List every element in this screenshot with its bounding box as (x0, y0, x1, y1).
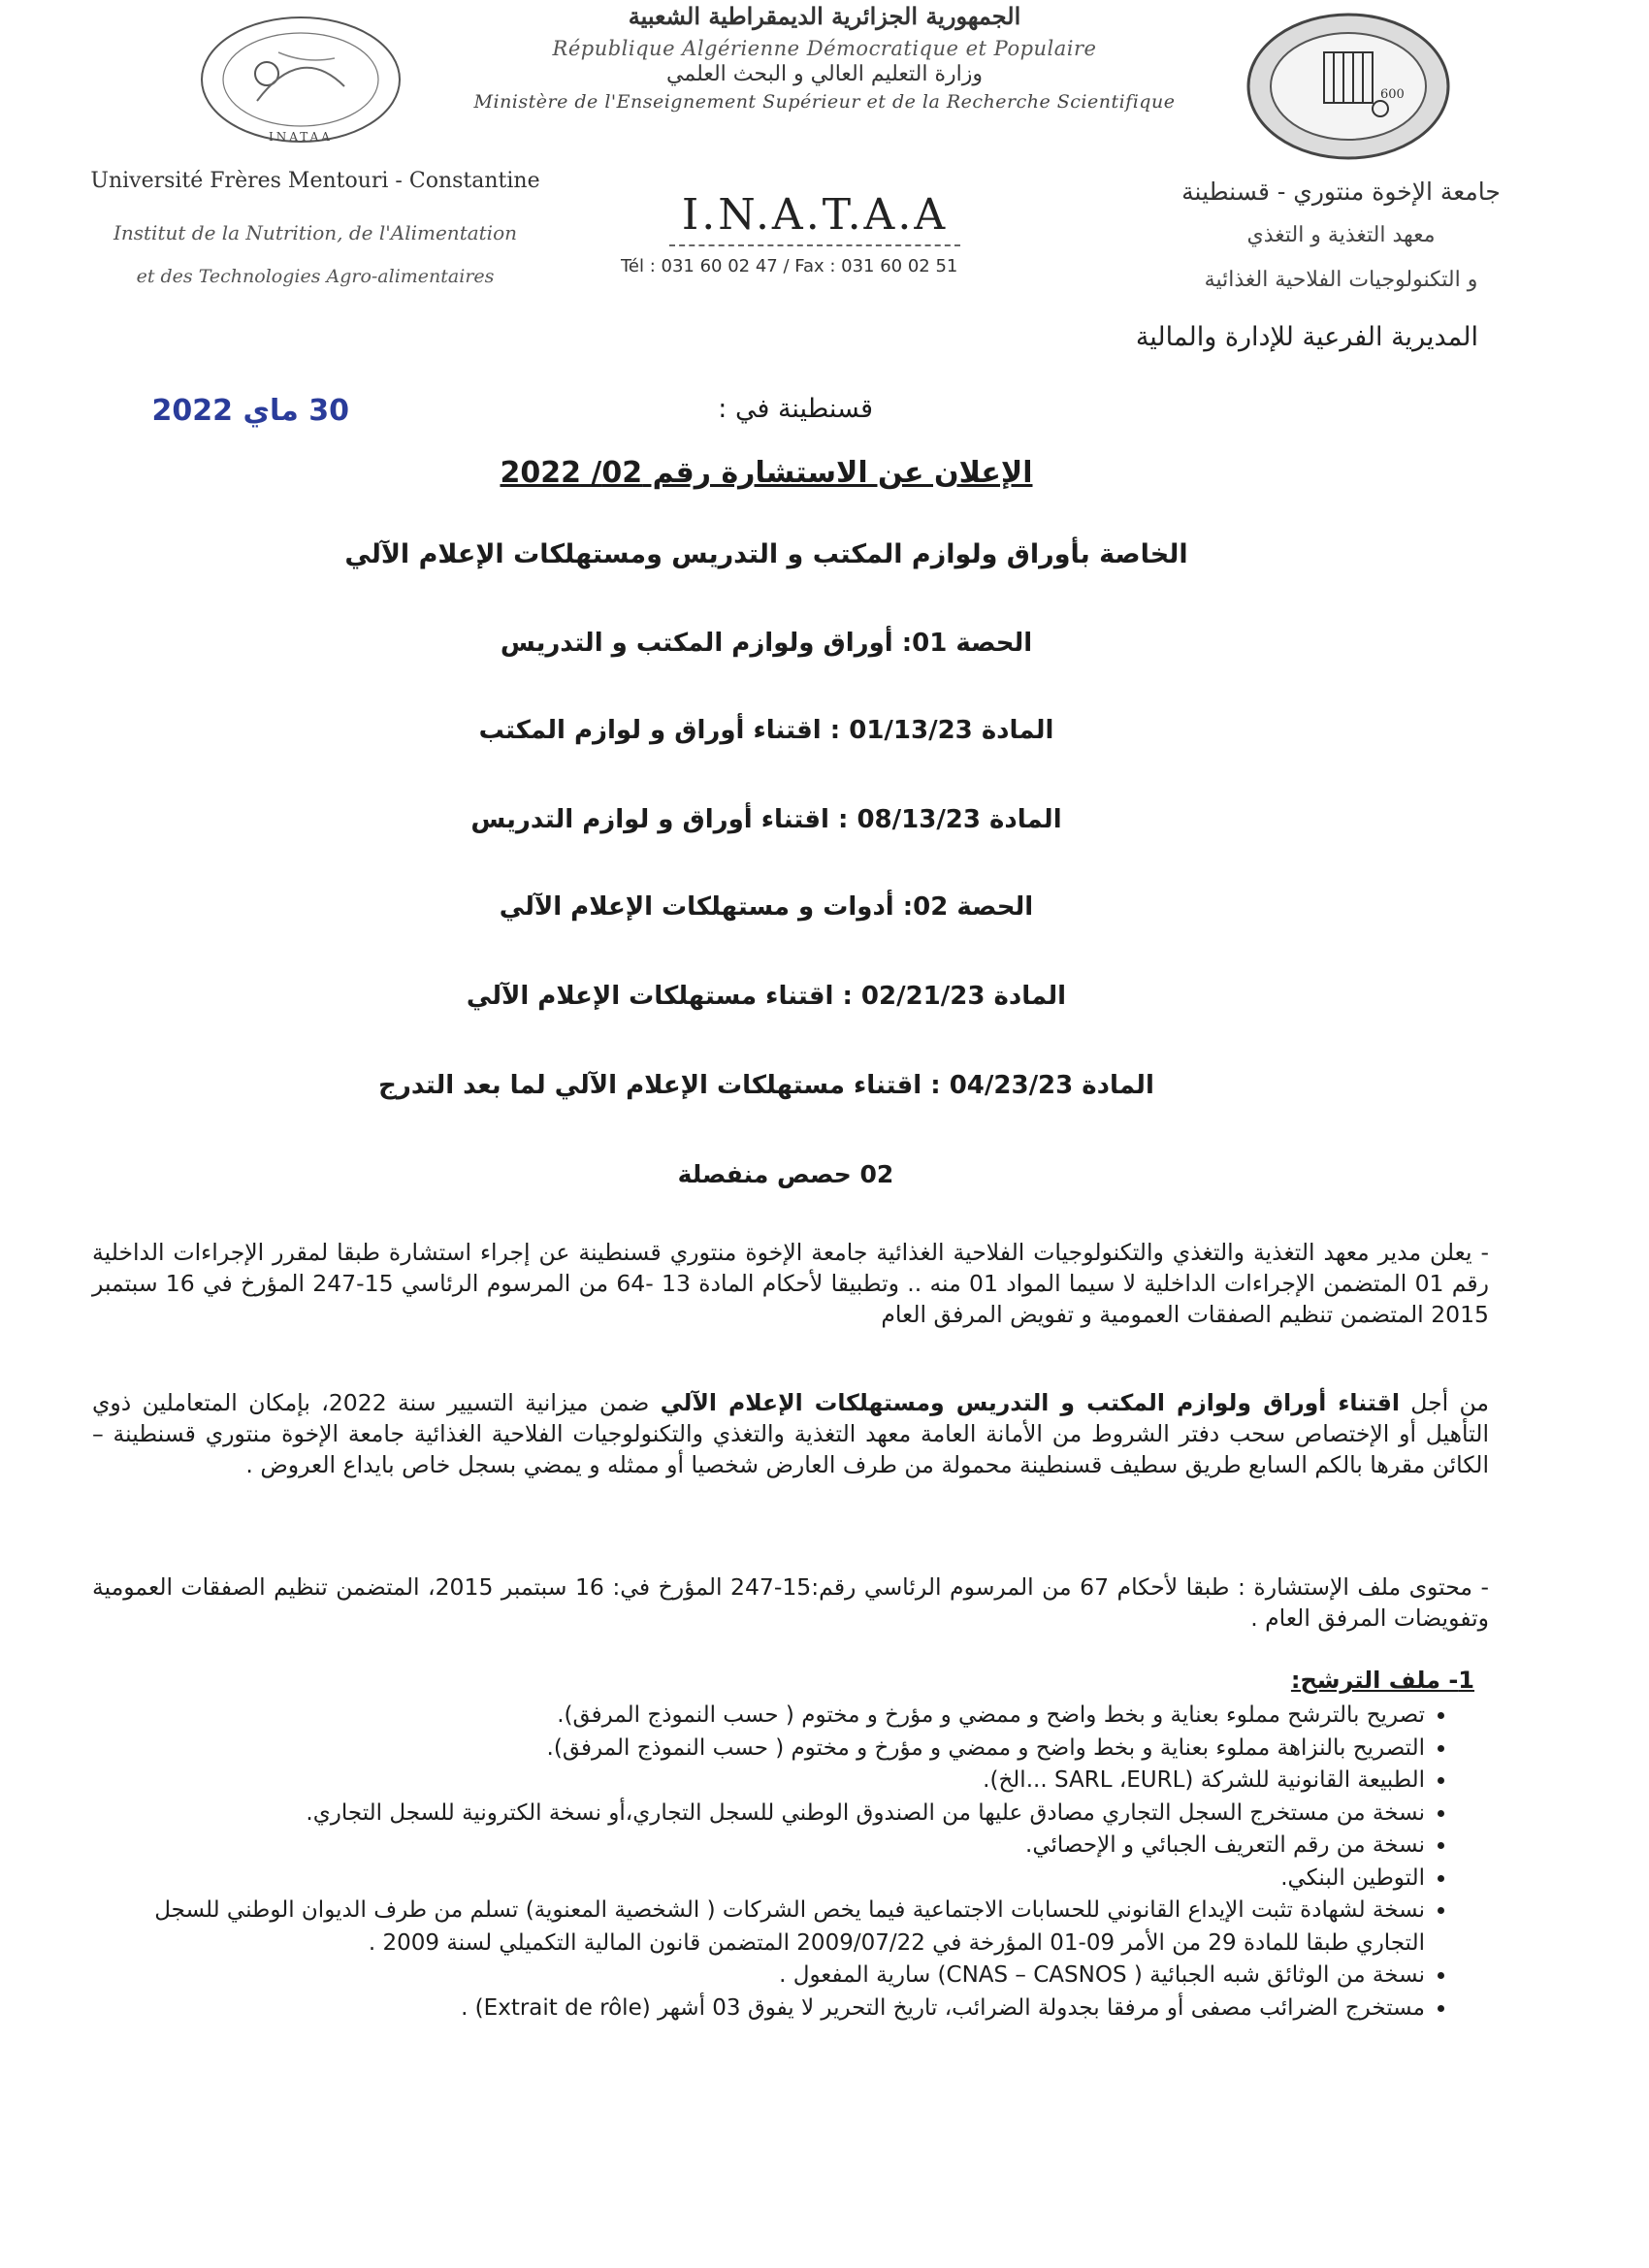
purpose-rest: ضمن ميزانية التسيير سنة 2022، بإمكان المتعاملين ذوي التأهيل أو الإختصاص سحب دفتر الشروط من الأمانة العامة معهد التغذية والتغذي والتكنولوجيات الفلاحية الغذائية جامعة الإخوة منتوري قسنطينة – الكائن مقرها بالكم السابع طريق سطيف قسنطينة محمولة من طرف العارض شخصيا أو ممثله و يمضي بسجل خاص بايداع العروض . (92, 1389, 1489, 1478)
directorate: المديرية الفرعية للإدارة والمالية (1135, 322, 1478, 352)
candidacy-list (92, 1700, 1460, 2025)
candidacy-item: • الطبيعة القانونية للشركة (SARL ،EURL ...الخ). (92, 1765, 1425, 1798)
candidacy-item: • نسخة من مستخرج السجل التجاري مصادق عليها من الصندوق الوطني للسجل التجاري،أو نسخة الكترونية للسجل التجاري. (92, 1798, 1425, 1831)
candidacy-item: • نسخة من رقم التعريف الجبائي و الإحصائي. (92, 1830, 1425, 1863)
acronym-underline (669, 244, 960, 246)
institute-acronym: I.N.A.T.A.A (681, 190, 949, 240)
section-candidacy-title: 1- ملف الترشح: (1290, 1667, 1474, 1694)
french-ministry-line: Ministère de l'Enseignement Supérieur et de la Recherche Scientifique (473, 91, 1176, 113)
purpose-prefix: من أجل (1399, 1389, 1489, 1416)
purpose-bold: اقتناء أوراق ولوازم المكتب و التدريس ومستهلكات الإعلام الآلي (660, 1389, 1400, 1416)
university-name-fr: Université Frères Mentouri - Constantine (90, 169, 540, 193)
paragraph-file-contents: - محتوى ملف الإستشارة : طبقا لأحكام 67 من المرسوم الرئاسي رقم:15-247 المؤرخ في: 16 سبتمبر 2015، المتضمن تنظيم الصفقات العمومية وتفويضات المرفق العام . (92, 1573, 1489, 1632)
date-label: قسنطينة في : (718, 394, 873, 424)
candidacy-item: • التصريح بالنزاهة مملوء بعناية و بخط واضح و ممضي و مؤرخ و مختوم ( حسب النموذج المرفق). (92, 1733, 1425, 1766)
seal-number: 600 (1380, 87, 1405, 102)
candidacy-item: • تصريح بالترشح مملوء بعناية و بخط واضح و ممضي و مؤرخ و مختوم ( حسب النموذج المرفق). (92, 1700, 1425, 1733)
institute-name-ar-line1: معهد التغذية و التغذي (1246, 223, 1436, 247)
candidacy-item: • نسخة من الوثائق شبه الجبائية ( CNAS – CASNOS) سارية المفعول . (92, 1960, 1425, 1993)
announcement-subtitle: الخاصة بأوراق ولوازم المكتب و التدريس ومستهلكات الإعلام الآلي (344, 539, 1188, 569)
paragraph-intro: - يعلن مدير معهد التغذية والتغذي والتكنولوجيات الفلاحية الغذائية جامعة الإخوة منتوري قسنطينة عن إجراء استشارة طبقا لمقرر الإجراءات الداخلية رقم 01 المتضمن الإجراءات الداخلية لا سيما المواد 01 منه .. وتطبيقا لأحكام المادة 13 -64 من المرسوم الرئاسي 15-247 المؤرخ في 16 سبتمبر 2015 المتضمن تنظيم الصفقات العمومية و تفويض المرفق العام (92, 1239, 1489, 1328)
institute-name-ar-line2: و التكنولوجيات الفلاحية الغذائية (1204, 268, 1478, 292)
candidacy-item: • التوطين البنكي. (92, 1863, 1425, 1895)
phone-fax: Tél : 031 60 02 47 / Fax : 031 60 02 51 (621, 256, 958, 276)
lot-2-article-2: المادة 04/23/23 : اقتناء مستهلكات الإعلام الآلي لما بعد التدرج (378, 1071, 1154, 1100)
university-name-ar: جامعة الإخوة منتوري - قسنطينة (1181, 178, 1501, 206)
university-seal (1245, 12, 1453, 162)
date-stamp: 30 ماي 2022 (151, 394, 349, 428)
french-republic-line: République Algérienne Démocratique et Populaire (552, 37, 1097, 60)
lot-1-article-1: المادة 01/13/23 : اقتناء أوراق و لوازم المكتب (478, 716, 1054, 745)
institute-name-fr-line2: et des Technologies Agro-alimentaires (136, 266, 495, 287)
candidacy-item: • نسخة لشهادة تثبت الإيداع القانوني للحسابات الاجتماعية فيما يخص الشركات ( الشخصية المعنوية) تسلم من طرف الديوان الوطني للسجل التجاري طبقا للمادة 29 من الأمر 09-01 المؤرخة في 2009/07/22 المتضمن قانون المالية التكميلي لسنة 2009 . (92, 1895, 1425, 1960)
separate-lots-note: 02 حصص منفصلة (677, 1160, 894, 1188)
inataa-logo-text: INATAA (269, 130, 333, 144)
arabic-republic-line: الجمهورية الجزائرية الديمقراطية الشعبية (628, 2, 1021, 30)
announcement-title: الإعلان عن الاستشارة رقم 02/ 2022 (500, 456, 1033, 490)
paragraph-purpose (92, 1387, 1489, 1480)
institute-name-fr-line1: Institut de la Nutrition, de l'Alimentation (113, 221, 518, 244)
candidacy-item: • مستخرج الضرائب مصفى أو مرفقا بجدولة الضرائب، تاريخ التحرير لا يفوق 03 أشهر (Extrait de rôle) . (92, 1993, 1425, 2025)
lot-2-title: الحصة 02: أدوات و مستهلكات الإعلام الآلي (499, 892, 1034, 922)
lot-1-article-2: المادة 08/13/23 : اقتناء أوراق و لوازم التدريس (470, 805, 1062, 834)
inataa-logo (199, 14, 403, 146)
lot-2-article-1: المادة 02/21/23 : اقتناء مستهلكات الإعلام الآلي (466, 982, 1067, 1011)
arabic-ministry-line: وزارة التعليم العالي و البحث العلمي (666, 62, 983, 86)
lot-1-title: الحصة 01: أوراق ولوازم المكتب و التدريس (500, 629, 1033, 658)
